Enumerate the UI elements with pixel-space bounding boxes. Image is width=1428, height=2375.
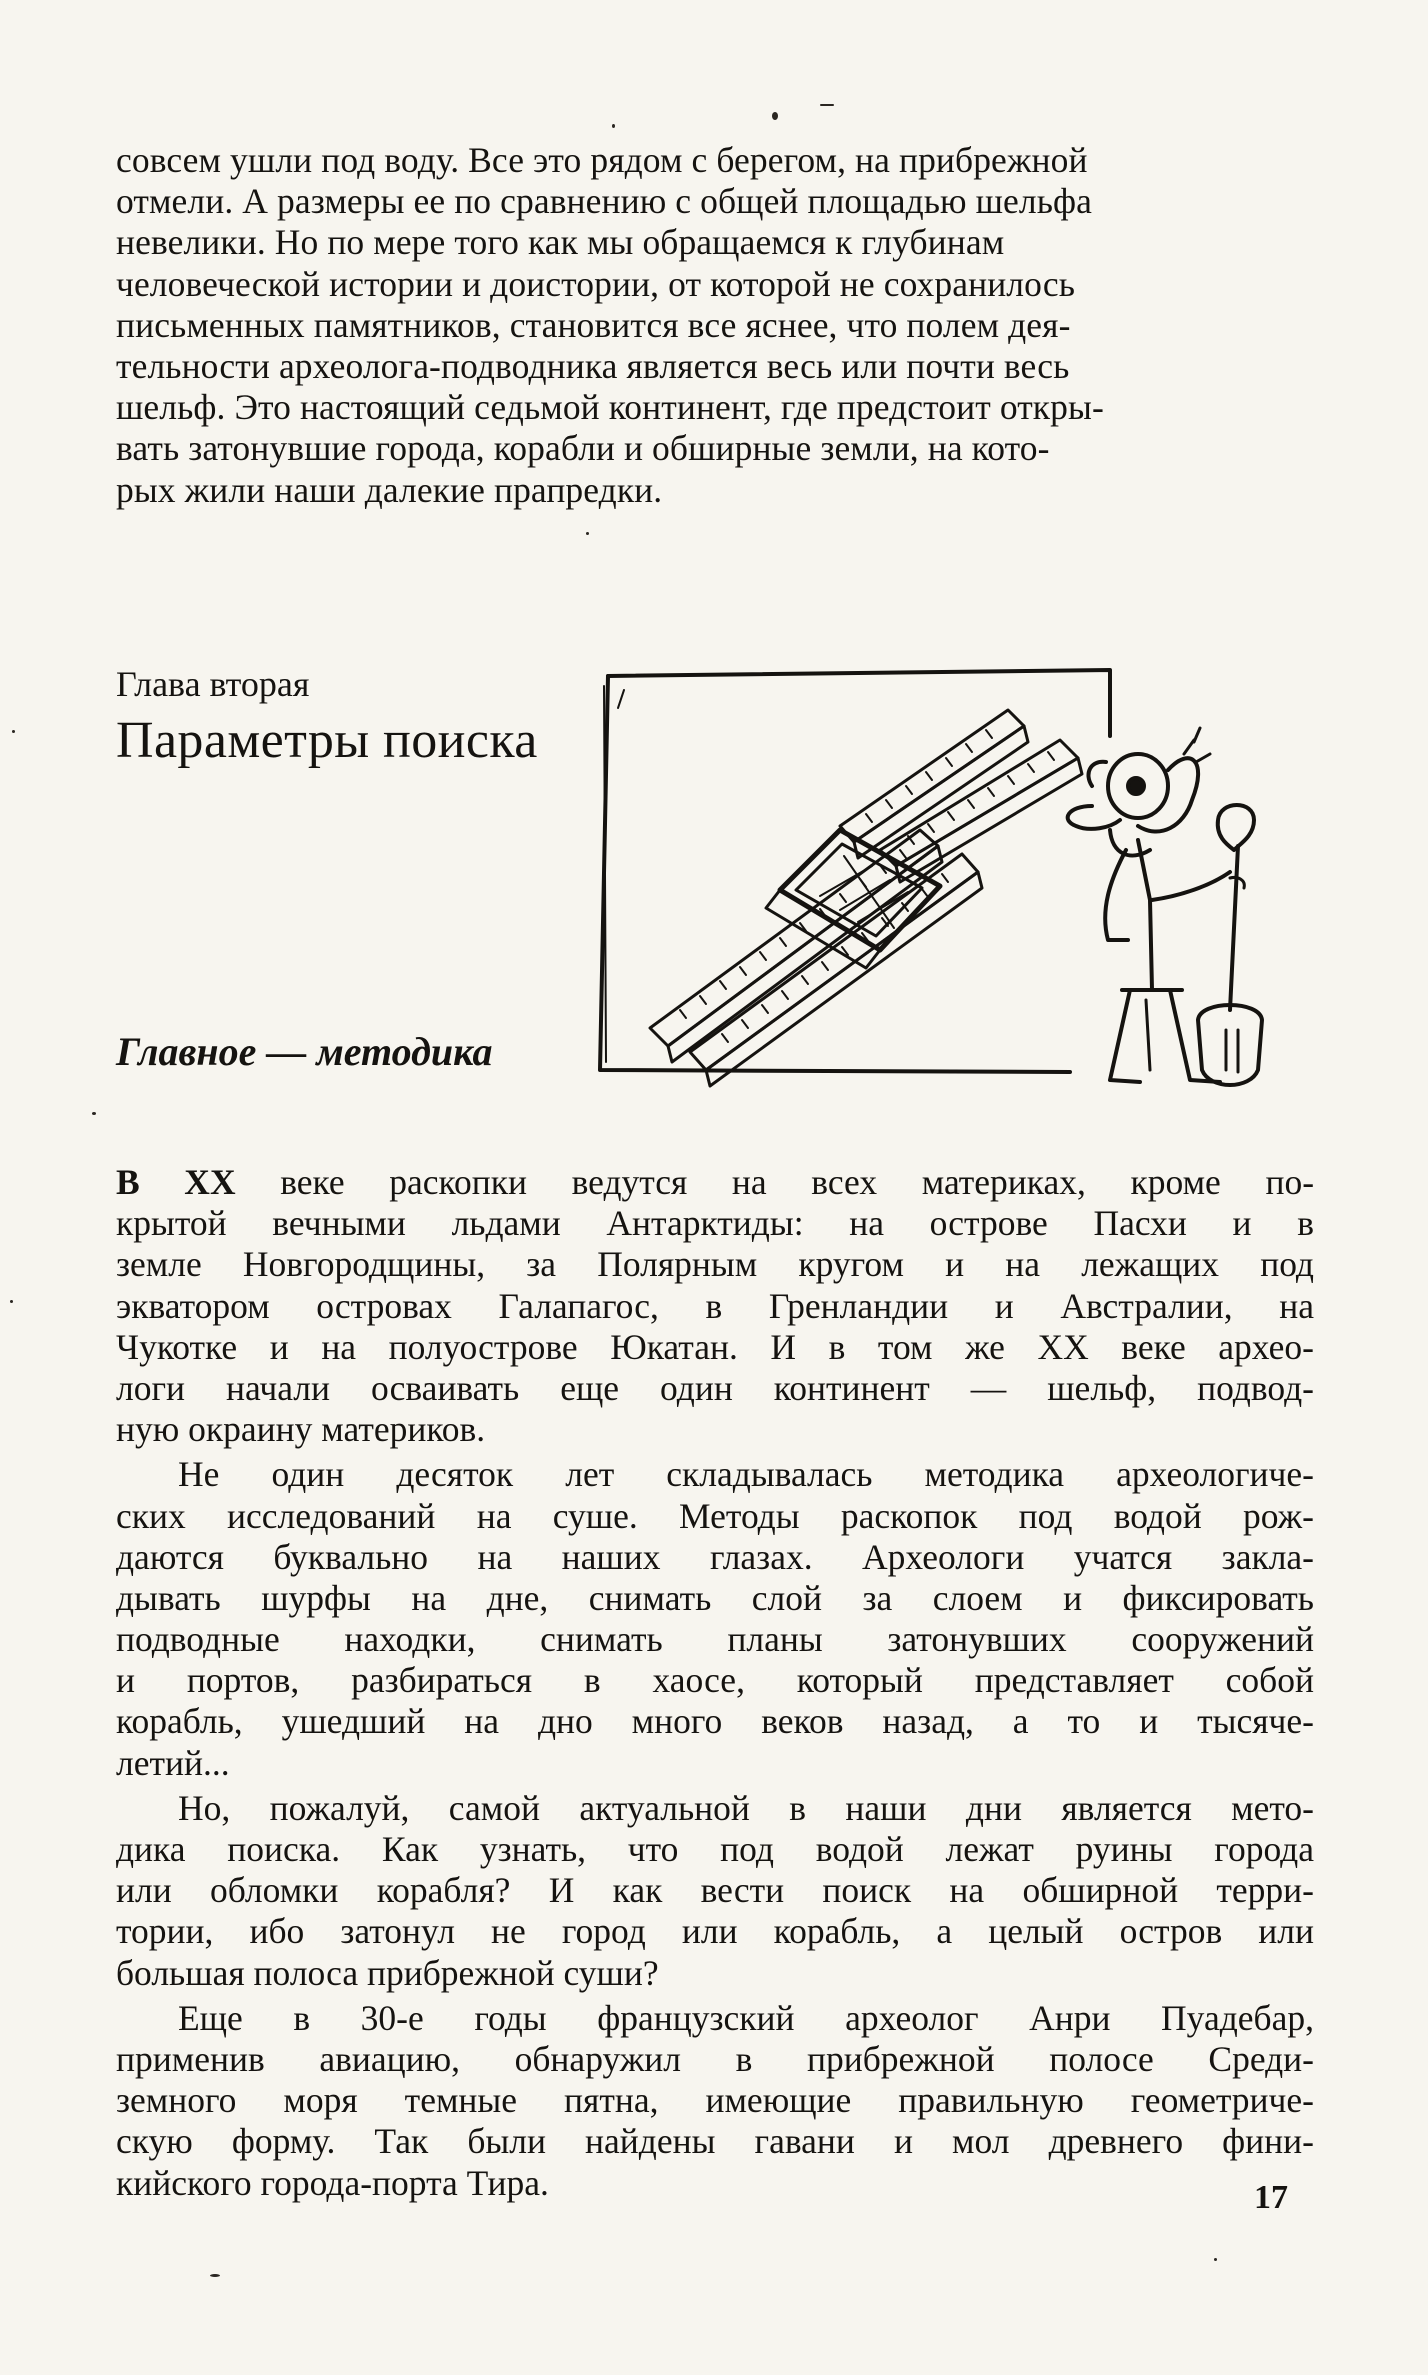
text-line: крытой вечными льдами Антарктиды: на острове Пасхи и в — [116, 1203, 1314, 1244]
text-line: применив авиацию, обнаружил в прибрежной полосе Среди- — [116, 2038, 1314, 2079]
wristwatch-ruler-archaeologist-illustration — [590, 650, 1310, 1130]
lead-in-text: В XX — [116, 1162, 236, 1202]
body-text — [116, 1162, 1314, 2208]
print-speck — [612, 124, 615, 128]
page-number: 17 — [1254, 2179, 1288, 2216]
print-speck — [1214, 2258, 1217, 2261]
text-line: совсем ушли под воду. Все это рядом с берегом, на прибрежной — [116, 140, 1088, 180]
text-line: логи начали осваивать еще один континент — шельф, подвод- — [116, 1367, 1314, 1408]
text-line: дывать шурфы на дне, снимать слой за слоем и фиксировать — [116, 1577, 1314, 1618]
paragraph — [116, 1454, 1314, 1784]
text-line: подводные находки, снимать планы затонувших сооружений — [116, 1619, 1314, 1660]
text-line: Еще в 30-е годы французский археолог Анри Пуадебар, — [178, 1997, 1314, 2038]
text-line: Не один десяток лет складывалась методика археологиче- — [178, 1454, 1314, 1495]
text-line: В XX веке раскопки ведутся на всех материках, кроме по- — [116, 1162, 1315, 1202]
text-line: тельности археолога-подводника является весь или почти весь — [116, 345, 1070, 386]
print-speck — [772, 112, 778, 120]
text-line: человеческой истории и доистории, от которой не сохранилось — [116, 263, 1075, 304]
text-line: летий... — [116, 1742, 230, 1783]
paragraph — [116, 1162, 1314, 1450]
chapter-title: Параметры поиска — [116, 712, 538, 769]
print-speck — [820, 104, 834, 106]
text-line: отмели. А размеры ее по сравнению с общей площадью шельфа — [116, 181, 1092, 222]
print-speck — [92, 1112, 96, 1115]
text-line: скую форму. Так были найдены гавани и мол древнего фини- — [116, 2121, 1314, 2162]
text-line: вать затонувшие города, корабли и обширные земли, на кото- — [116, 428, 1050, 469]
text-line: дика поиска. Как узнать, что под водой лежат руины города — [116, 1829, 1314, 1869]
text-line: кийского города-порта Тира. — [116, 2162, 549, 2203]
top-paragraph — [116, 140, 1314, 511]
text-line: тории, ибо затонул не город или корабль, а целый остров или — [116, 1911, 1314, 1952]
text-line: невелики. Но по мере того как мы обращаемся к глубинам — [116, 222, 1005, 263]
text-line: или обломки корабля? И как вести поиск на обширной терри- — [116, 1870, 1314, 1911]
print-speck — [12, 730, 15, 733]
paragraph — [116, 1788, 1314, 1994]
text-line: и портов, разбираться в хаосе, который представляет собой — [116, 1660, 1314, 1701]
text-line: ских исследований на суше. Методы раскопок под водой рож- — [116, 1495, 1314, 1536]
text-line: большая полоса прибрежной суши? — [116, 1952, 659, 1993]
paragraph — [116, 1998, 1314, 2204]
text-line: рых жили наши далекие прапредки. — [116, 469, 663, 510]
chapter-label: Глава вторая — [116, 664, 310, 704]
text-line: письменных памятников, становится все яснее, что полем дея- — [116, 304, 1071, 345]
text-line: экватором островах Галапагос, в Гренландии и Австралии, на — [116, 1285, 1314, 1326]
print-speck — [210, 2274, 220, 2277]
section-title: Главное — методика — [116, 1029, 493, 1074]
text-line: земного моря темные пятна, имеющие правильную геометриче- — [116, 2080, 1314, 2121]
text-line: корабль, ушедший на дно много веков назад, а то и тысяче- — [116, 1701, 1314, 1742]
print-speck — [10, 1300, 13, 1303]
text-line: шельф. Это настоящий седьмой континент, где предстоит откры- — [116, 387, 1104, 428]
text-line: Чукотке и на полуострове Юкатан. И в том же XX веке архео- — [116, 1326, 1314, 1367]
print-speck — [586, 532, 589, 535]
text-line: даются буквально на наших глазах. Археологи учатся закла- — [116, 1536, 1314, 1577]
text-line: земле Новгородщины, за Полярным кругом и на лежащих под — [116, 1244, 1314, 1285]
text-line: ную окраину материков. — [116, 1409, 486, 1450]
text-line: Но, пожалуй, самой актуальной в наши дни является мето- — [178, 1787, 1314, 1828]
